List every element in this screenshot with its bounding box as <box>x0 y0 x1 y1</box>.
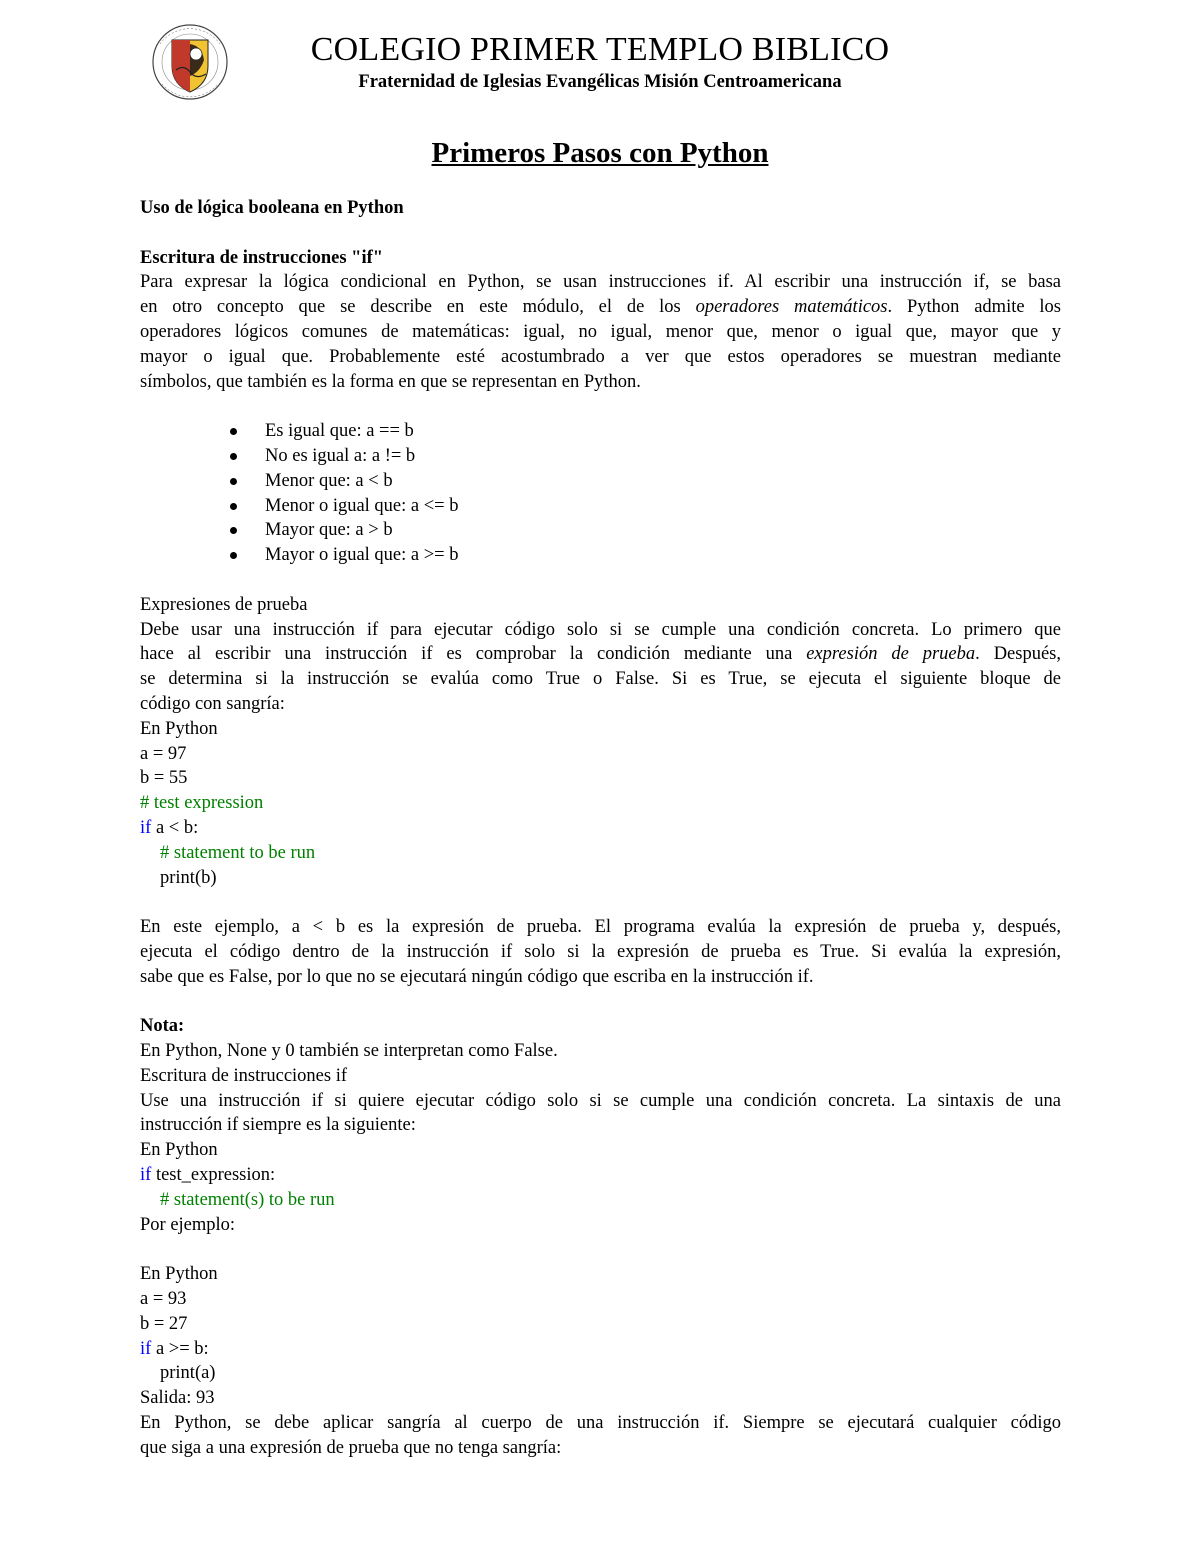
paragraph-line: código con sangría: <box>140 693 285 714</box>
paragraph-line: mayor o igual que. Probablemente esté acostumbrado a ver que estos operadores se muestran mediante <box>140 346 1061 367</box>
paragraph-line: Use una instrucción if si quiere ejecutar código solo si se cumple una condición concreta. La sintaxis de una <box>140 1090 1061 1111</box>
paragraph-line: se determina si la instrucción se evalúa como True o False. Si es True, se ejecuta el siguiente bloque de <box>140 669 1061 690</box>
list-item: Es igual que: a == b <box>140 419 1061 444</box>
paragraph-line: ejecuta el código dentro de la instrucción if solo si la expresión de prueba es True. Si evalúa la expresión, <box>140 941 1061 962</box>
list-item: Mayor o igual que: a >= b <box>140 543 1061 568</box>
bullet-icon <box>230 428 237 435</box>
bullet-icon <box>230 552 237 559</box>
paragraph-line: En este ejemplo, a < b es la expresión de prueba. El programa evalúa la expresión de prueba y, después, <box>140 917 1061 938</box>
paragraph-line: Para expresar la lógica condicional en Python, se usan instrucciones if. Al escribir una instrucción if, se basa <box>140 272 1061 293</box>
document-body <box>140 196 1061 1461</box>
paragraph-line: instrucción if siempre es la siguiente: <box>140 1115 416 1136</box>
paragraph-line: hace al escribir una instrucción if es comprobar la condición mediante una expresión de prueba. Después, <box>140 644 1061 665</box>
page-title: Primeros Pasos con Python <box>431 137 769 169</box>
closing-paragraph <box>140 1411 1061 1461</box>
code-comment: # test expression <box>140 793 264 814</box>
bullet-icon <box>230 478 237 485</box>
list-item: Menor o igual que: a <= b <box>140 494 1061 519</box>
bullet-icon <box>230 453 237 460</box>
example-label: Por ejemplo: <box>140 1214 236 1235</box>
paragraph-line: en otro concepto que se describe en este módulo, el de los operadores matemáticos. Python admite los <box>140 297 1061 318</box>
school-subtitle: Fraternidad de Iglesias Evangélicas Misión Centroamericana <box>358 72 842 92</box>
code-example-3 <box>140 1262 1061 1411</box>
emphasis-text: expresión de prueba <box>806 644 976 665</box>
code-example-2 <box>140 1138 1061 1237</box>
code-comment: # statement(s) to be run <box>160 1189 335 1210</box>
emphasis-text: operadores matemáticos <box>695 297 888 318</box>
paragraph-line: que siga a una expresión de prueba que no tenga sangría: <box>140 1437 562 1458</box>
test-expression-paragraph <box>140 618 1061 717</box>
paragraph-line: sabe que es False, por lo que no se ejecutará ningún código que escriba en la instrucción if. <box>140 966 814 987</box>
list-item: No es igual a: a != b <box>140 444 1061 469</box>
bullet-icon <box>230 527 237 534</box>
code-line: print(b) <box>160 867 217 888</box>
paragraph-line: En Python, se debe aplicar sangría al cuerpo de una instrucción if. Siempre se ejecutará cualquier código <box>140 1413 1061 1434</box>
code-comment: # statement to be run <box>160 842 316 863</box>
code-output: Salida: 93 <box>140 1388 215 1409</box>
list-item: Menor que: a < b <box>140 469 1061 494</box>
intro-paragraph <box>140 270 1061 394</box>
code-lang-label: En Python <box>140 1140 218 1161</box>
code-lang-label: En Python <box>140 1264 218 1285</box>
code-line: if test_expression: <box>140 1165 276 1186</box>
code-line: if a >= b: <box>140 1338 209 1359</box>
school-name: COLEGIO PRIMER TEMPLO BIBLICO <box>310 31 890 68</box>
code-line: if a < b: <box>140 817 199 838</box>
code-keyword: if <box>140 817 152 838</box>
note-section <box>140 1014 1061 1138</box>
section-heading: Uso de lógica booleana en Python <box>140 198 404 218</box>
if-heading: Escritura de instrucciones "if" <box>140 247 384 268</box>
code-keyword: if <box>140 1338 152 1359</box>
test-expression-heading: Expresiones de prueba <box>140 594 308 615</box>
code-line: print(a) <box>160 1363 216 1384</box>
code-line: a = 93 <box>140 1289 187 1310</box>
note-label: Nota: <box>140 1016 185 1037</box>
code-example-1 <box>140 717 1061 891</box>
paragraph-line: En Python, None y 0 también se interpretan como False. <box>140 1041 558 1062</box>
paragraph-line: Debe usar una instrucción if para ejecutar código solo si se cumple una condición concreta. Lo primero que <box>140 619 1061 640</box>
paragraph-line: Escritura de instrucciones if <box>140 1065 348 1086</box>
code-line: b = 55 <box>140 768 188 789</box>
code-line: b = 27 <box>140 1313 188 1334</box>
school-crest-icon <box>150 14 230 114</box>
code-keyword: if <box>140 1165 152 1186</box>
code-line: a = 97 <box>140 743 187 764</box>
explanation-paragraph <box>140 915 1061 989</box>
paragraph-line: operadores lógicos comunes de matemáticas: igual, no igual, menor que, menor o igual que, mayor que y <box>140 321 1061 342</box>
operators-list <box>140 419 1061 568</box>
code-lang-label: En Python <box>140 718 218 739</box>
paragraph-line: símbolos, que también es la forma en que se representan en Python. <box>140 371 641 392</box>
list-item: Mayor que: a > b <box>140 518 1061 543</box>
bullet-icon <box>230 503 237 510</box>
